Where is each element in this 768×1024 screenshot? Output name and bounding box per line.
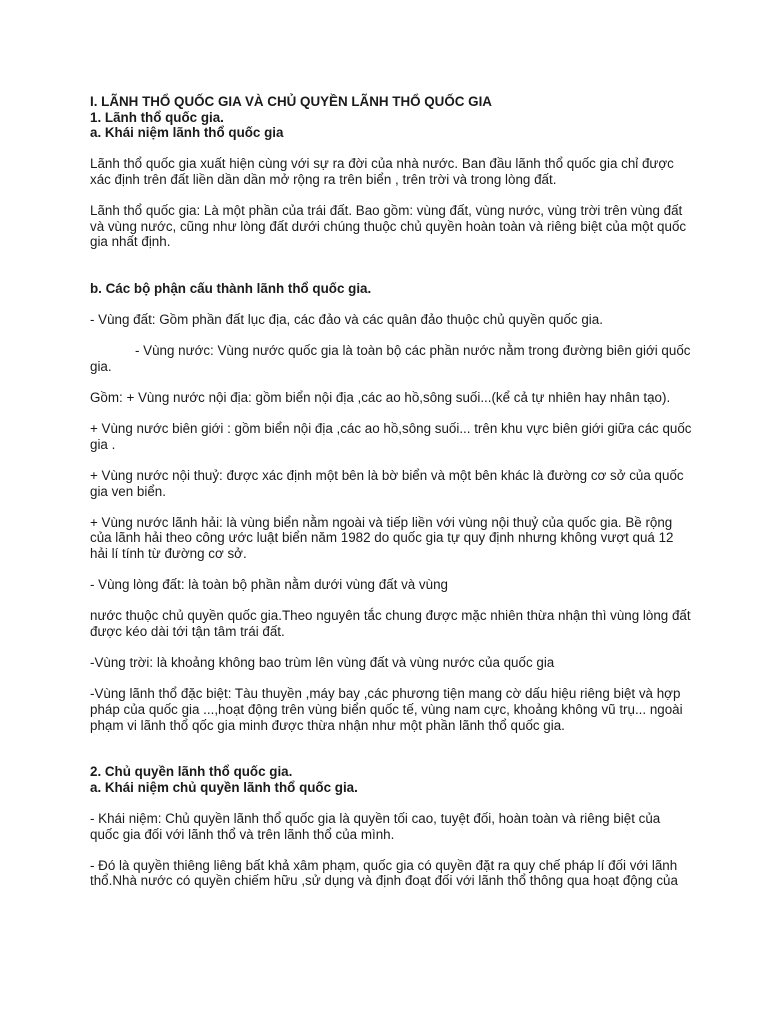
document-body bbox=[90, 94, 692, 889]
paragraph-1: Lãnh thổ quốc gia xuất hiện cùng với sự ra đời của nhà nước. Ban đầu lãnh thổ quốc gia chỉ được xác định trên đất liền dần dần mở rộng ra trên biển , trên trời và trong lòng đất. bbox=[90, 156, 674, 187]
spacer bbox=[90, 297, 692, 313]
spacer bbox=[90, 250, 692, 281]
paragraph-11: -Vùng trời: là khoảng không bao trùm lên vùng đất và vùng nước của quốc gia bbox=[90, 655, 555, 671]
paragraph-10: nước thuộc chủ quyền quốc gia.Theo nguyên tắc chung được mặc nhiên thừa nhận thì vùng lòng đất được kéo dài tới tận tâm trái đất. bbox=[90, 608, 691, 639]
paragraph-4: - Vùng nước: Vùng nước quốc gia là toàn bộ các phần nước nằm trong đường biên giới quốc gia. bbox=[90, 343, 691, 374]
section-1-heading: 1. Lãnh thổ quốc gia. bbox=[90, 109, 224, 125]
section-1a-heading: a. Khái niệm lãnh thổ quốc gia bbox=[90, 125, 284, 141]
paragraph-2: Lãnh thổ quốc gia: Là một phần của trái đất. Bao gồm: vùng đất, vùng nước, vùng trời trên vùng đất và vùng nước, cũng như lòng đất dưới chúng thuộc chủ quyền hoàn toàn và riêng biệt của một quốc gia nhất định. bbox=[90, 203, 687, 250]
section-1b-heading: b. Các bộ phận cấu thành lãnh thổ quốc gia. bbox=[90, 280, 372, 296]
paragraph-7: + Vùng nước nội thuỷ: được xác định một bên là bờ biển và một bên khác là đường cơ sở của quốc gia ven biển. bbox=[90, 468, 684, 499]
paragraph-6: + Vùng nước biên giới : gồm biển nội địa ,các ao hồ,sông suối... trên khu vực biên giới giữa các quốc gia . bbox=[90, 421, 692, 452]
paragraph-3: - Vùng đất: Gồm phần đất lục địa, các đảo và các quân đảo thuộc chủ quyền quốc gia. bbox=[90, 312, 603, 328]
main-heading: I. LÃNH THỔ QUỐC GIA VÀ CHỦ QUYỀN LÃNH THỔ QUỐC GIA bbox=[90, 94, 492, 109]
paragraph-8: + Vùng nước lãnh hải: là vùng biển nằm ngoài và tiếp liền với vùng nội thuỷ của quốc gia. Bề rộng của lãnh hải theo công ước luật biển năm 1982 do quốc gia tự quy định nhưng không vượt quá 12 hải lí tính từ đường cơ sở. bbox=[90, 514, 674, 562]
paragraph-5: Gồm: + Vùng nước nội địa: gồm biển nội địa ,các ao hồ,sông suối...(kể cả tự nhiên hay nhân tạo). bbox=[90, 390, 671, 406]
spacer bbox=[90, 733, 692, 764]
section-2-heading: 2. Chủ quyền lãnh thổ quốc gia. bbox=[90, 764, 293, 780]
paragraph-14: - Đó là quyền thiêng liêng bất khả xâm phạm, quốc gia có quyền đặt ra quy chế pháp lí đối với lãnh thổ.Nhà nước có quyền chiếm hữu ,sử dụng và định đoạt đối với lãnh thổ thông qua hoạt động của bbox=[90, 857, 678, 889]
paragraph-13: - Khái niệm: Chủ quyền lãnh thổ quốc gia là quyền tối cao, tuyệt đối, hoàn toàn và riêng biệt của quốc gia đối với lãnh thổ và trên lãnh thổ của mình. bbox=[90, 810, 661, 842]
paragraph-12: -Vùng lãnh thổ đặc biệt: Tàu thuyền ,máy bay ,các phương tiện mang cờ dấu hiệu riêng biệt và hợp pháp của quốc gia ...,hoạt động trên vùng biển quốc tế, vùng nam cực, khoảng không vũ trụ... ngoài phạm vi lãnh thổ qốc gia minh được thừa nhận như một phần lãnh thổ quốc gia. bbox=[90, 686, 683, 733]
paragraph-9: - Vùng lòng đất: là toàn bộ phần nằm dưới vùng đất và vùng bbox=[90, 577, 448, 593]
section-2a-heading: a. Khái niệm chủ quyền lãnh thổ quốc gia. bbox=[90, 779, 358, 795]
spacer bbox=[90, 795, 692, 811]
spacer bbox=[90, 141, 692, 157]
